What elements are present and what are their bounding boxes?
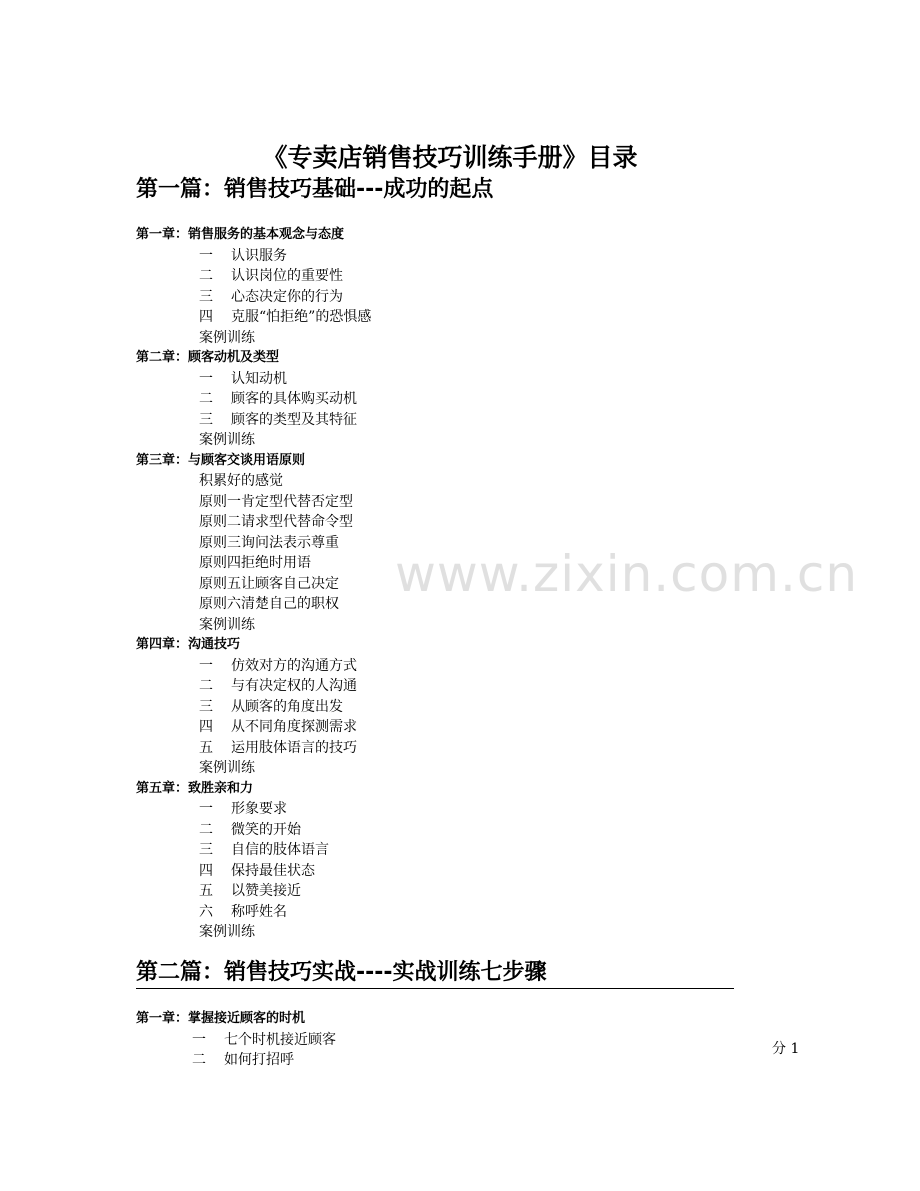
toc-item-text: 案例训练 — [199, 760, 255, 776]
toc-item — [136, 430, 736, 451]
toc-item-text: 从不同角度探测需求 — [231, 719, 357, 735]
toc-item — [136, 328, 736, 349]
toc-item-text: 原则六清楚自己的职权 — [199, 596, 339, 612]
toc-item — [136, 697, 736, 718]
chapter-title: 第五章：致胜亲和力 — [136, 780, 254, 796]
toc-item-number: 二 — [199, 268, 213, 284]
toc-item-number: 三 — [199, 842, 213, 858]
toc-item — [136, 266, 736, 287]
toc-item-text: 案例训练 — [199, 432, 255, 448]
toc-item-text: 与有决定权的人沟通 — [231, 678, 357, 694]
toc-item-text: 心态决定你的行为 — [231, 288, 343, 305]
toc-item-text: 微笑的开始 — [231, 821, 301, 838]
toc-item-number: 四 — [199, 309, 213, 325]
toc-item-text: 自信的肢体语言 — [231, 842, 329, 858]
toc-item-number: 二 — [192, 1052, 206, 1068]
toc-item-text: 仿效对方的沟通方式 — [231, 657, 357, 674]
toc-item — [136, 922, 736, 943]
toc-item — [136, 840, 736, 861]
chapter-title: 第一章：掌握接近顾客的时机 — [136, 1011, 306, 1026]
toc-item — [136, 492, 736, 513]
toc-item — [136, 758, 736, 779]
toc-item — [136, 902, 736, 923]
toc-item — [136, 410, 736, 431]
toc-item-text: 案例训练 — [199, 616, 255, 633]
toc-item-number: 二 — [199, 391, 213, 407]
toc-item — [136, 512, 736, 533]
toc-item-text: 原则五让顾客自己决定 — [199, 575, 339, 592]
toc-item — [136, 369, 736, 390]
toc-item-text: 从顾客的角度出发 — [231, 698, 343, 715]
toc-item — [136, 1030, 736, 1051]
toc-item-number: 一 — [199, 801, 213, 817]
toc-item-text: 顾客的具体购买动机 — [231, 391, 357, 407]
toc-item — [136, 820, 736, 841]
toc-item-text: 案例训练 — [199, 329, 255, 346]
toc-item-text: 顾客的类型及其特征 — [231, 411, 357, 428]
part-title: 第二篇：销售技巧实战----实战训练七步骤 — [136, 958, 734, 989]
toc-item — [136, 676, 736, 697]
toc-item-number: 五 — [199, 883, 213, 899]
toc-item — [136, 615, 736, 636]
toc-item — [136, 389, 736, 410]
watermark: www.zixin.com.cn — [395, 545, 859, 603]
toc-item — [136, 471, 736, 492]
toc-item — [136, 861, 736, 882]
toc-item-number: 一 — [199, 370, 213, 387]
toc-item-text: 如何打招呼 — [224, 1052, 294, 1068]
toc-item-number: 三 — [199, 411, 213, 428]
toc-item-text: 克服“怕拒绝”的恐惧感 — [231, 309, 372, 325]
toc-item-text: 认识服务 — [231, 247, 287, 264]
toc-item — [136, 881, 736, 902]
toc-item-text: 认知动机 — [231, 370, 287, 387]
toc-item-number: 一 — [192, 1031, 206, 1048]
toc-item-number: 三 — [199, 698, 213, 715]
toc-item-text: 保持最佳状态 — [231, 862, 315, 879]
toc-item-text: 原则四拒绝时用语 — [199, 555, 311, 571]
toc-item — [136, 307, 736, 328]
toc-item-text: 原则三询问法表示尊重 — [199, 534, 339, 551]
document-title: 《专卖店销售技巧训练手册》目录 — [262, 143, 638, 172]
toc-item-number: 四 — [199, 862, 213, 879]
toc-item-text: 形象要求 — [231, 801, 287, 817]
toc-item — [136, 738, 736, 759]
chapter-title: 第一章：销售服务的基本观念与态度 — [136, 227, 345, 242]
toc-item-text: 称呼姓名 — [231, 903, 287, 920]
toc-item-text: 运用肢体语言的技巧 — [231, 739, 357, 756]
toc-item-text: 积累好的感觉 — [199, 473, 283, 489]
toc-item-number: 一 — [199, 657, 213, 674]
toc-item-number: 二 — [199, 678, 213, 694]
toc-item — [136, 287, 736, 308]
page-number: 分 1 — [772, 1041, 800, 1057]
part-2-contents — [136, 1009, 736, 1071]
toc-item — [136, 1050, 736, 1071]
toc-item-number: 六 — [199, 903, 213, 920]
toc-item — [136, 717, 736, 738]
toc-item — [136, 799, 736, 820]
toc-item-number: 一 — [199, 247, 213, 264]
toc-item-text: 原则一肯定型代替否定型 — [199, 493, 353, 510]
toc-item-number: 四 — [199, 719, 213, 735]
toc-item-text: 七个时机接近顾客 — [224, 1031, 336, 1048]
toc-item-text: 案例训练 — [199, 924, 255, 940]
chapter-title: 第二章：顾客动机及类型 — [136, 350, 280, 365]
toc-item-text: 原则二请求型代替命令型 — [199, 514, 353, 530]
part-title: 第一篇：销售技巧基础---成功的起点 — [136, 177, 494, 202]
chapter-title: 第四章：沟通技巧 — [136, 637, 241, 652]
toc-item — [136, 246, 736, 267]
chapter-title: 第三章：与顾客交谈用语原则 — [136, 452, 306, 468]
toc-item-number: 二 — [199, 821, 213, 838]
toc-item-text: 以赞美接近 — [231, 883, 301, 899]
toc-item-text: 认识岗位的重要性 — [231, 268, 343, 284]
toc-item-number: 三 — [199, 288, 213, 305]
toc-item — [136, 656, 736, 677]
toc-item-number: 五 — [199, 739, 213, 756]
